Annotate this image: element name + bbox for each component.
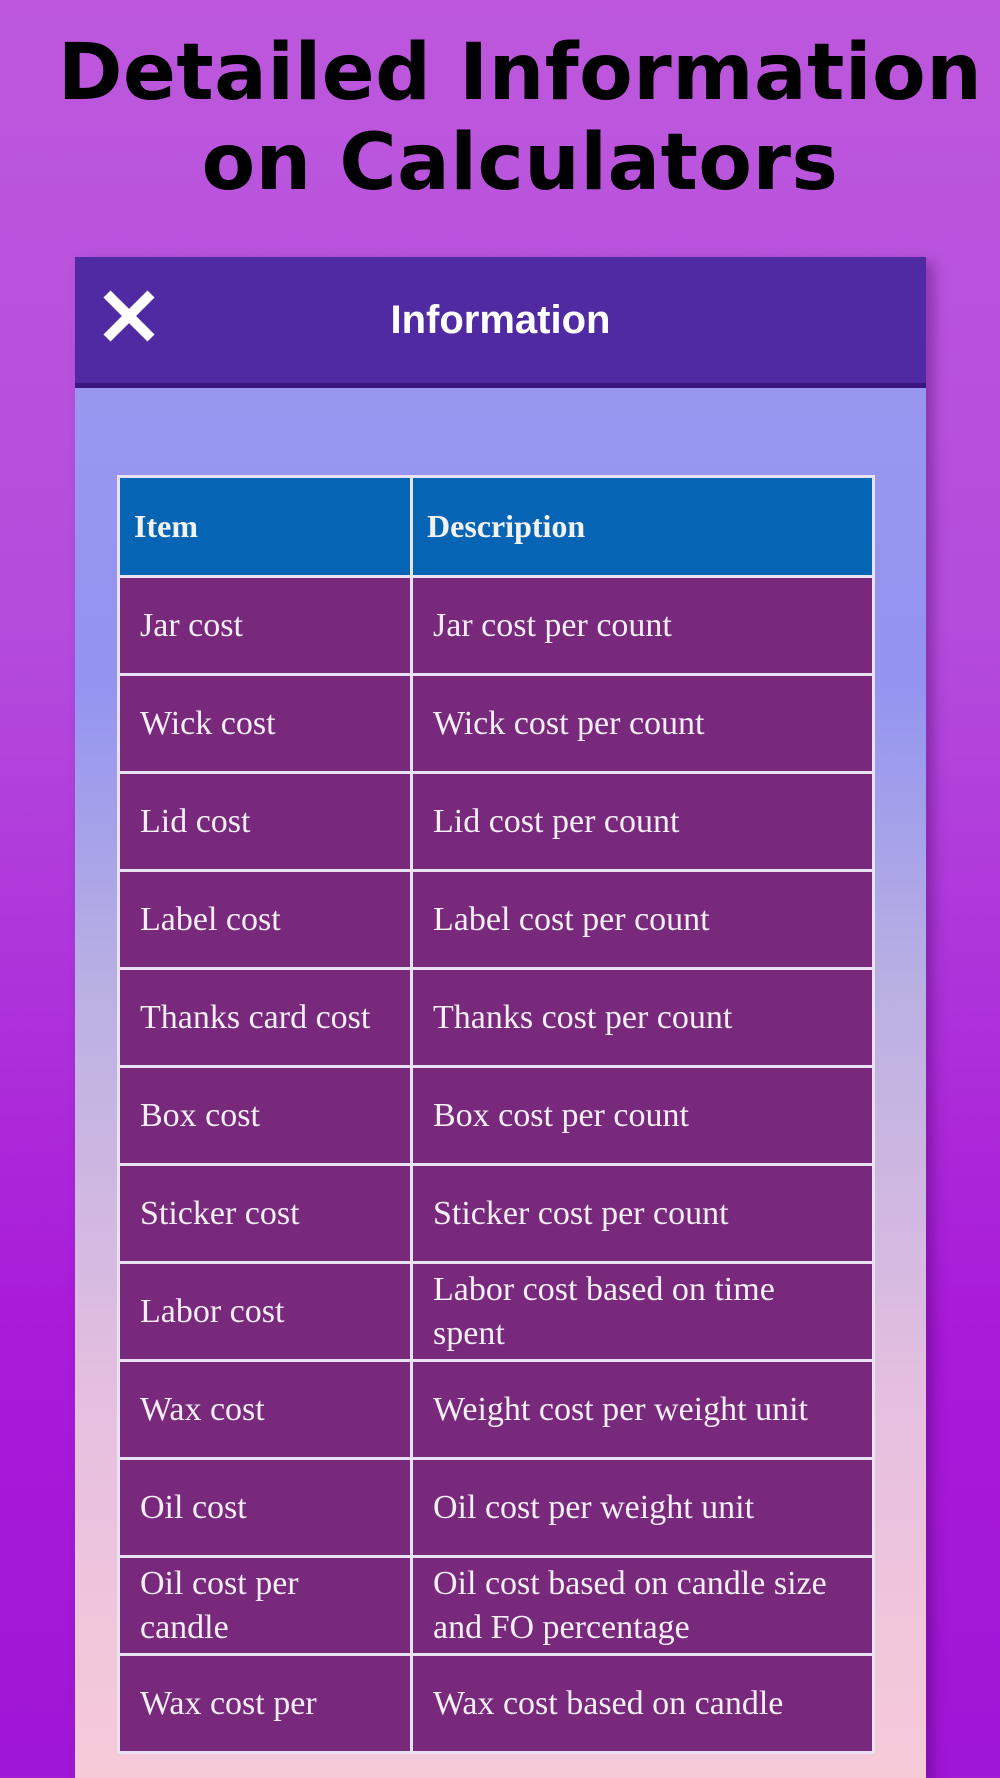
table-row: [119, 1655, 874, 1753]
item-cell: Label cost: [119, 871, 412, 969]
table-row: [119, 1361, 874, 1459]
column-header-description: Description: [412, 477, 874, 577]
info-table: [117, 475, 875, 1754]
item-cell: Oil cost per candle: [119, 1557, 412, 1655]
item-cell: Sticker cost: [119, 1165, 412, 1263]
table-row: [119, 871, 874, 969]
table-row: [119, 1165, 874, 1263]
table-row: [119, 1459, 874, 1557]
item-cell: Wax cost: [119, 1361, 412, 1459]
item-cell: Thanks card cost: [119, 969, 412, 1067]
description-cell: Label cost per count: [412, 871, 874, 969]
description-cell: Oil cost based on candle size and FO percentage: [412, 1557, 874, 1655]
table-row: [119, 675, 874, 773]
item-cell: Jar cost: [119, 577, 412, 675]
description-cell: Labor cost based on time spent: [412, 1263, 874, 1361]
item-cell: Oil cost: [119, 1459, 412, 1557]
description-cell: Oil cost per weight unit: [412, 1459, 874, 1557]
description-cell: Wick cost per count: [412, 675, 874, 773]
description-cell: Lid cost per count: [412, 773, 874, 871]
description-cell: Box cost per count: [412, 1067, 874, 1165]
table-row: [119, 969, 874, 1067]
item-cell: Lid cost: [119, 773, 412, 871]
description-cell: Weight cost per weight unit: [412, 1361, 874, 1459]
table-row: [119, 577, 874, 675]
app-bar: [75, 257, 926, 388]
table-row: [119, 1557, 874, 1655]
item-cell: Labor cost: [119, 1263, 412, 1361]
table-row: [119, 1263, 874, 1361]
headline-line-2: on Calculators: [201, 118, 839, 208]
item-cell: Wax cost per: [119, 1655, 412, 1753]
table-row: [119, 1067, 874, 1165]
description-cell: Wax cost based on candle: [412, 1655, 874, 1753]
close-button[interactable]: [101, 288, 157, 344]
description-cell: Sticker cost per count: [412, 1165, 874, 1263]
column-header-item: Item: [119, 477, 412, 577]
headline-line-1: Detailed Information: [57, 28, 983, 118]
close-icon: [101, 288, 157, 344]
phone-screen: [75, 257, 926, 1778]
item-cell: Wick cost: [119, 675, 412, 773]
item-cell: Box cost: [119, 1067, 412, 1165]
page-title: Information: [390, 298, 611, 342]
table-row: [119, 773, 874, 871]
table-header-row: [119, 477, 874, 577]
description-cell: Thanks cost per count: [412, 969, 874, 1067]
description-cell: Jar cost per count: [412, 577, 874, 675]
headline: [0, 28, 1000, 208]
